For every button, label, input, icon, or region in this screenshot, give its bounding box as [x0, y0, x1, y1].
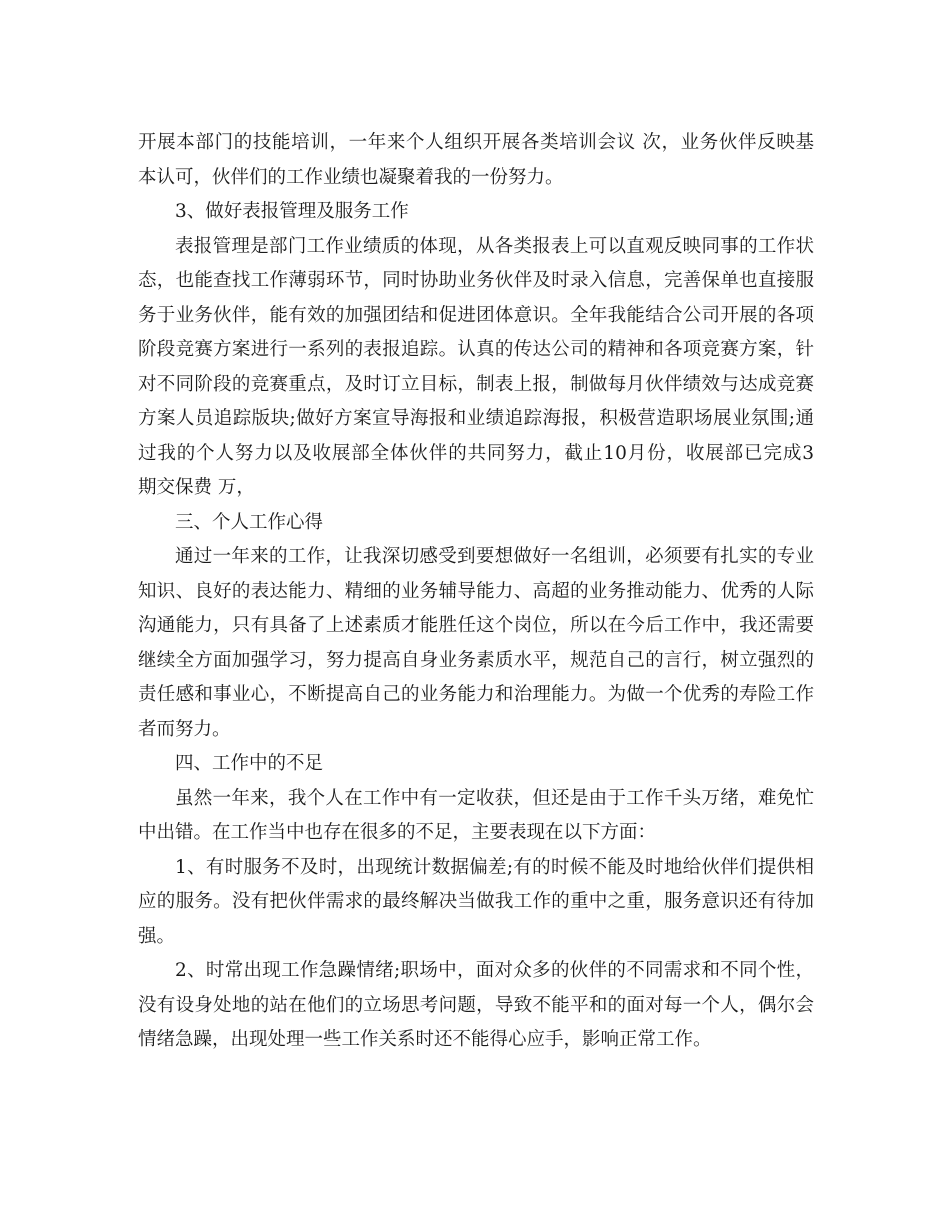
body-line: 务于业务伙伴，能有效的加强团结和促进团体意识。全年我能结合公司开展的各项: [138, 304, 814, 326]
body-line: 沟通能力，只有具备了上述素质才能胜任这个岗位，所以在今后工作中，我还需要: [138, 615, 814, 636]
section-heading: 四、工作中的不足: [175, 753, 324, 774]
body-line: 知识、良好的表达能力、精细的业务辅导能力、高超的业务推动能力、优秀的人际: [138, 580, 814, 602]
body-line: 继续全方面加强学习，努力提高自身业务素质水平，规范自己的言行，树立强烈的: [138, 649, 814, 671]
body-line: 方案人员追踪版块;做好方案宣导海报和业绩追踪海报，积极营造职场展业氛围;通: [138, 408, 814, 429]
body-line: 情绪急躁，出现处理一些工作关系时还不能得心应手，影响正常工作。: [138, 1029, 712, 1050]
body-line: 1、有时服务不及时，出现统计数据偏差;有的时候不能及时地给伙伴们提供相: [175, 856, 814, 878]
body-line: 者而努力。: [138, 718, 231, 740]
body-line: 期交保费 万，: [138, 477, 255, 498]
body-line: 责任感和事业心，不断提高自己的业务能力和治理能力。为做一个优秀的寿险工作: [138, 684, 814, 705]
section-heading: 3、做好表报管理及服务工作: [175, 201, 409, 222]
body-line: 虽然一年来，我个人在工作中有一定收获，但还是由于工作千头万绪，难免忙: [175, 787, 814, 809]
body-line: 本认可，伙伴们的工作业绩也凝聚着我的一份努力。: [138, 166, 564, 188]
body-line: 开展本部门的技能培训，一年来个人组织开展各类培训会议 次，业务伙伴反映基: [138, 132, 814, 153]
body-line: 没有设身处地的站在他们的立场思考问题，导致不能平和的面对每一个人，偶尔会: [138, 994, 814, 1016]
body-line: 过我的个人努力以及收展部全体伙伴的共同努力，截止10月份，收展部已完成3: [138, 442, 814, 464]
body-line: 强。: [138, 925, 176, 947]
body-line: 表报管理是部门工作业绩质的体现，从各类报表上可以直观反映同事的工作状: [175, 235, 814, 257]
body-line: 应的服务。没有把伙伴需求的最终解决当做我工作的重中之重，服务意识还有待加: [138, 891, 814, 912]
body-line: 2、时常出现工作急躁情绪;职场中，面对众多的伙伴的不同需求和不同个性，: [175, 960, 814, 981]
document-body: [138, 126, 814, 1058]
body-line: 对不同阶段的竞赛重点，及时订立目标，制表上报，制做每月伙伴绩效与达成竞赛: [138, 373, 814, 395]
section-heading: 三、个人工作心得: [175, 511, 324, 533]
body-line: 通过一年来的工作，让我深切感受到要想做好一名组训，必须要有扎实的专业: [175, 546, 814, 567]
body-line: 阶段竞赛方案进行一系列的表报追踪。认真的传达公司的精神和各项竞赛方案，针: [138, 339, 814, 360]
body-line: 中出错。在工作当中也存在很多的不足，主要表现在以下方面：: [138, 822, 657, 843]
body-line: 态，也能查找工作薄弱环节，同时协助业务伙伴及时录入信息，完善保单也直接服: [138, 270, 814, 291]
